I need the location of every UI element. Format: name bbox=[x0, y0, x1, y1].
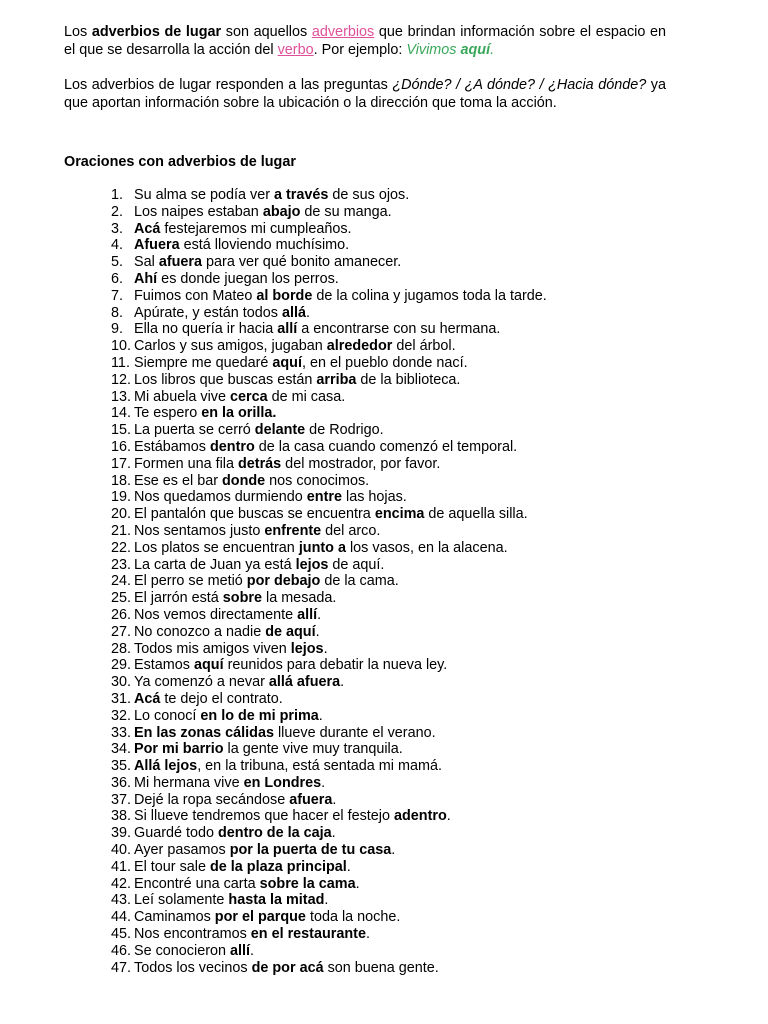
item-adverb: hasta la mitad bbox=[228, 892, 325, 909]
item-text bbox=[134, 775, 325, 792]
item-number: 34. bbox=[111, 741, 132, 758]
item-text-pre: Lo conocí bbox=[134, 707, 201, 724]
item-text-pre: Sal bbox=[134, 254, 159, 271]
item-adverb: encima bbox=[374, 506, 425, 523]
item-text-pre: Leí solamente bbox=[134, 892, 229, 909]
item-adverb: por la puerta de tu casa bbox=[229, 842, 392, 859]
item-number: 44. bbox=[111, 909, 132, 926]
item-text-post: de mi casa. bbox=[267, 388, 346, 405]
item-adverb: a través bbox=[274, 187, 329, 203]
item-adverb: dentro de la caja bbox=[218, 825, 332, 842]
item-adverb: junto a bbox=[298, 539, 346, 556]
item-text-post: de la colina y jugamos toda la tarde. bbox=[312, 287, 547, 304]
item-adverb: en lo de mi prima bbox=[200, 707, 319, 724]
item-number: 38. bbox=[111, 808, 132, 825]
intro-paragraph-1 bbox=[64, 24, 666, 59]
item-adverb: afuera bbox=[289, 791, 333, 808]
item-text bbox=[134, 674, 344, 691]
item-text-pre: Estamos bbox=[134, 657, 194, 674]
item-text bbox=[134, 557, 384, 574]
item-adverb: En las zonas cálidas bbox=[134, 724, 274, 741]
item-text-pre: Nos encontramos bbox=[134, 926, 251, 943]
item-text-post: son buena gente. bbox=[323, 959, 439, 976]
item-text bbox=[134, 657, 447, 674]
item-number: 16. bbox=[111, 438, 132, 455]
example-part: Vivimos bbox=[406, 41, 461, 58]
item-text-pre: Mi hermana vive bbox=[134, 774, 244, 791]
item-text-pre: Te espero bbox=[134, 405, 202, 422]
item-text-post: la gente vive muy tranquila. bbox=[223, 741, 403, 758]
item-text bbox=[134, 506, 528, 523]
item-number: 47. bbox=[111, 959, 132, 976]
item-number: 24. bbox=[111, 573, 132, 590]
item-adverb: Por mi barrio bbox=[134, 741, 224, 758]
item-text-pre: Nos quedamos durmiendo bbox=[134, 489, 307, 506]
item-adverb: cerca bbox=[230, 388, 268, 405]
item-text-pre: Encontré una carta bbox=[134, 875, 260, 892]
item-number: 7. bbox=[111, 287, 124, 304]
item-text bbox=[134, 439, 517, 456]
item-text-post: de aquí. bbox=[328, 556, 385, 573]
item-text-post: . bbox=[391, 842, 396, 859]
item-text-pre: Siempre me quedaré bbox=[134, 354, 273, 371]
item-text-pre: Los naipes estaban bbox=[134, 203, 263, 220]
item-text bbox=[134, 389, 345, 406]
item-adverb: Afuera bbox=[134, 237, 180, 254]
item-text bbox=[134, 909, 400, 926]
item-text-pre: Estábamos bbox=[134, 438, 210, 455]
item-text-post: de la casa cuando comenzó el temporal. bbox=[254, 438, 518, 455]
item-adverb: detrás bbox=[237, 455, 282, 472]
item-number: 46. bbox=[111, 942, 132, 959]
item-text-pre: Se conocieron bbox=[134, 942, 230, 959]
item-text-pre: Los platos se encuentran bbox=[134, 539, 299, 556]
item-text bbox=[134, 842, 395, 859]
intro-text: . Por ejemplo: bbox=[313, 41, 407, 58]
intro-paragraph-2 bbox=[64, 77, 666, 112]
item-text-post: . bbox=[355, 875, 360, 892]
item-adverb: Acá bbox=[134, 220, 161, 237]
item-number: 39. bbox=[111, 825, 132, 842]
document-page bbox=[64, 24, 666, 976]
item-text-post: a encontrarse con su hermana. bbox=[297, 321, 501, 338]
item-text-post: . bbox=[318, 707, 323, 724]
item-number: 13. bbox=[111, 388, 132, 405]
intro-text: ya que aportan información sobre la ubicación o la dirección que toma la acción. bbox=[64, 77, 666, 111]
item-text-post: . bbox=[321, 774, 326, 791]
item-text-post: , en la tribuna, está sentada mi mamá. bbox=[197, 758, 442, 775]
item-text bbox=[134, 892, 328, 909]
item-text bbox=[134, 305, 310, 322]
item-text-post: las hojas. bbox=[342, 489, 407, 506]
item-number: 45. bbox=[111, 926, 132, 943]
item-adverb: sobre bbox=[222, 590, 262, 607]
item-number: 8. bbox=[111, 304, 124, 321]
item-text-post: de sus ojos. bbox=[328, 187, 410, 203]
item-text bbox=[134, 859, 351, 876]
item-text-post: . bbox=[331, 825, 336, 842]
item-text-pre: El perro se metió bbox=[134, 573, 247, 590]
item-adverb: entre bbox=[306, 489, 342, 506]
item-number: 1. bbox=[111, 187, 124, 203]
item-text-pre: El jarrón está bbox=[134, 590, 223, 607]
item-text-pre: Nos sentamos justo bbox=[134, 522, 265, 539]
item-adverb: enfrente bbox=[264, 522, 322, 539]
intro-term: adverbios de lugar bbox=[91, 24, 222, 40]
item-text-pre: Si llueve tendremos que hacer el festejo bbox=[134, 808, 394, 825]
item-text bbox=[134, 943, 254, 960]
item-number: 19. bbox=[111, 489, 132, 506]
item-text bbox=[134, 960, 439, 977]
item-text-post: llueve durante el verano. bbox=[273, 724, 436, 741]
item-text-post: . bbox=[346, 858, 351, 875]
intro-text: que brindan información sobre el espacio en el que se desarrolla la acción del bbox=[64, 24, 666, 58]
item-number: 32. bbox=[111, 707, 132, 724]
item-text bbox=[134, 338, 456, 355]
item-adverb: de aquí bbox=[265, 623, 316, 640]
item-text bbox=[134, 237, 349, 254]
item-text bbox=[134, 758, 442, 775]
item-text bbox=[134, 321, 500, 338]
item-text-pre: Ella no quería ir hacia bbox=[134, 321, 278, 338]
item-number: 31. bbox=[111, 690, 132, 707]
item-adverb: allá bbox=[282, 304, 307, 321]
item-number: 4. bbox=[111, 237, 124, 254]
item-text-pre: Los libros que buscas están bbox=[134, 371, 317, 388]
item-adverb: allí bbox=[277, 321, 298, 338]
item-text-pre: Mi abuela vive bbox=[134, 388, 230, 405]
item-number: 10. bbox=[111, 338, 132, 355]
item-number: 6. bbox=[111, 270, 124, 287]
item-text bbox=[134, 221, 352, 238]
item-text-post: . bbox=[446, 808, 451, 825]
item-text bbox=[134, 708, 323, 725]
item-text-post: , en el pueblo donde nací. bbox=[301, 354, 468, 371]
item-text bbox=[134, 641, 328, 658]
item-text-pre: La puerta se cerró bbox=[134, 422, 255, 439]
item-text bbox=[134, 372, 460, 389]
item-text-post: de la biblioteca. bbox=[356, 371, 461, 388]
item-text-post: para ver qué bonito amanecer. bbox=[202, 254, 402, 271]
item-adverb: arriba bbox=[316, 371, 357, 388]
item-number: 12. bbox=[111, 371, 132, 388]
item-text bbox=[134, 187, 409, 204]
item-text-post: . bbox=[306, 304, 311, 321]
item-number: 26. bbox=[111, 606, 132, 623]
item-text bbox=[134, 540, 508, 557]
item-text-pre: Fuimos con Mateo bbox=[134, 287, 257, 304]
item-text bbox=[134, 254, 401, 271]
item-adverb: en la orilla. bbox=[201, 405, 277, 422]
item-text-pre: Todos los vecinos bbox=[134, 959, 252, 976]
item-number: 9. bbox=[111, 321, 124, 338]
item-number: 27. bbox=[111, 623, 132, 640]
item-text-post: nos conocimos. bbox=[265, 472, 370, 489]
item-text bbox=[134, 825, 336, 842]
intro-text: Los bbox=[64, 24, 92, 40]
item-text-pre: Nos vemos directamente bbox=[134, 606, 298, 623]
intro-text: son aquellos bbox=[221, 24, 312, 40]
item-number: 5. bbox=[111, 254, 124, 271]
item-adverb: Acá bbox=[134, 690, 161, 707]
item-adverb: aquí bbox=[193, 657, 224, 674]
item-number: 33. bbox=[111, 724, 132, 741]
item-text bbox=[134, 405, 276, 422]
item-adverb: allá afuera bbox=[268, 674, 341, 691]
item-text-post: reunidos para debatir la nueva ley. bbox=[223, 657, 448, 674]
item-text-post: te dejo el contrato. bbox=[160, 690, 283, 707]
item-text bbox=[134, 473, 369, 490]
item-adverb: sobre la cama bbox=[259, 875, 356, 892]
item-number: 42. bbox=[111, 875, 132, 892]
item-number: 25. bbox=[111, 590, 132, 607]
item-adverb: delante bbox=[254, 422, 306, 439]
item-text bbox=[134, 926, 370, 943]
item-number: 15. bbox=[111, 422, 132, 439]
item-number: 14. bbox=[111, 405, 132, 422]
item-number: 43. bbox=[111, 892, 132, 909]
item-text bbox=[134, 288, 547, 305]
item-text bbox=[134, 876, 360, 893]
item-text-pre: El tour sale bbox=[134, 858, 210, 875]
item-adverb: donde bbox=[222, 472, 266, 489]
item-adverb: allí bbox=[297, 606, 318, 623]
example-adverb: aquí bbox=[460, 41, 491, 58]
item-adverb: de por acá bbox=[251, 959, 324, 976]
item-adverb: Ahí bbox=[134, 270, 158, 287]
item-text-pre: Carlos y sus amigos, jugaban bbox=[134, 338, 327, 355]
item-text bbox=[134, 204, 392, 221]
item-text-pre: Apúrate, y están todos bbox=[134, 304, 282, 321]
item-text-post: del arco. bbox=[321, 522, 381, 539]
item-text-pre: Su alma se podía ver bbox=[134, 187, 274, 203]
item-adverb: aquí bbox=[272, 354, 302, 371]
item-text bbox=[134, 741, 403, 758]
item-text-post: la mesada. bbox=[262, 590, 337, 607]
item-text-pre: Formen una fila bbox=[134, 455, 238, 472]
item-text-pre: Caminamos bbox=[134, 909, 215, 926]
item-adverb: en el restaurante bbox=[250, 926, 366, 943]
item-text-pre: Dejé la ropa secándose bbox=[134, 791, 290, 808]
item-text-post: . bbox=[365, 926, 370, 943]
item-text-post: . bbox=[332, 791, 337, 808]
item-adverb: afuera bbox=[158, 254, 203, 271]
item-adverb: lejos bbox=[290, 640, 324, 657]
item-adverb: adentro bbox=[393, 808, 447, 825]
item-text-post: . bbox=[324, 892, 329, 909]
item-number: 11. bbox=[111, 354, 130, 371]
item-text-pre: El pantalón que buscas se encuentra bbox=[134, 506, 375, 523]
item-text bbox=[134, 792, 336, 809]
item-number: 18. bbox=[111, 472, 132, 489]
item-text bbox=[134, 523, 380, 540]
item-text-post: . bbox=[340, 674, 345, 691]
item-adverb: al borde bbox=[256, 287, 313, 304]
item-number: 36. bbox=[111, 774, 132, 791]
item-number: 30. bbox=[111, 674, 132, 691]
item-text-pre: Guardé todo bbox=[134, 825, 219, 842]
example-text bbox=[406, 42, 494, 58]
section-heading: Oraciones con adverbios de lugar bbox=[64, 154, 296, 170]
item-text-post: de su manga. bbox=[300, 203, 392, 220]
item-text-pre: Ese es el bar bbox=[134, 472, 222, 489]
item-text bbox=[134, 422, 384, 439]
verbo-link[interactable]: verbo bbox=[277, 41, 314, 58]
item-number: 20. bbox=[111, 506, 132, 523]
item-adverb: Allá lejos bbox=[134, 758, 198, 775]
example-part: . bbox=[490, 41, 495, 58]
item-text-post: está lloviendo muchísimo. bbox=[179, 237, 350, 254]
item-number: 35. bbox=[111, 758, 132, 775]
item-text-pre: Todos mis amigos viven bbox=[134, 640, 291, 657]
item-adverb: alrededor bbox=[326, 338, 393, 355]
item-number: 3. bbox=[111, 220, 124, 237]
item-text-post: . bbox=[317, 606, 322, 623]
item-text-pre: La carta de Juan ya está bbox=[134, 556, 296, 573]
adverbios-link[interactable]: adverbios bbox=[311, 24, 375, 40]
item-text-post: festejaremos mi cumpleaños. bbox=[160, 220, 352, 237]
item-text-post: del árbol. bbox=[392, 338, 456, 355]
item-text bbox=[134, 271, 339, 288]
item-text-pre: No conozco a nadie bbox=[134, 623, 266, 640]
item-number: 37. bbox=[111, 791, 132, 808]
intro-questions: ¿Dónde? / ¿A dónde? / ¿Hacia dónde? bbox=[392, 77, 647, 94]
item-text-post: los vasos, en la alacena. bbox=[345, 539, 508, 556]
item-number: 41. bbox=[111, 858, 132, 875]
item-text-post: de la cama. bbox=[320, 573, 399, 590]
item-number: 17. bbox=[111, 455, 132, 472]
item-text bbox=[134, 725, 436, 742]
item-text-post: de Rodrigo. bbox=[305, 422, 384, 439]
item-adverb: lejos bbox=[295, 556, 329, 573]
item-adverb: por debajo bbox=[246, 573, 321, 590]
item-adverb: por el parque bbox=[214, 909, 306, 926]
item-adverb: en Londres bbox=[243, 774, 322, 791]
item-adverb: abajo bbox=[262, 203, 301, 220]
item-text-pre: Ayer pasamos bbox=[134, 842, 230, 859]
item-number: 23. bbox=[111, 556, 132, 573]
item-text bbox=[134, 691, 283, 708]
item-text-post: . bbox=[315, 623, 320, 640]
item-text-post: . bbox=[250, 942, 254, 959]
item-text bbox=[134, 590, 336, 607]
item-text-post: . bbox=[323, 640, 328, 657]
item-text bbox=[134, 355, 468, 372]
item-adverb: de la plaza principal bbox=[210, 858, 347, 875]
item-adverb: allí bbox=[230, 942, 250, 959]
item-number: 29. bbox=[111, 657, 132, 674]
item-text bbox=[134, 808, 451, 825]
item-text-post: de aquella silla. bbox=[424, 506, 528, 523]
item-text bbox=[134, 456, 440, 473]
item-adverb: dentro bbox=[210, 438, 255, 455]
item-number: 21. bbox=[111, 522, 132, 539]
item-text-post: del mostrador, por favor. bbox=[281, 455, 441, 472]
item-number: 22. bbox=[111, 539, 132, 556]
item-text bbox=[134, 607, 321, 624]
item-text-post: toda la noche. bbox=[305, 909, 401, 926]
item-text bbox=[134, 624, 320, 641]
intro-text: Los adverbios de lugar responden a las preguntas bbox=[64, 77, 393, 94]
item-text-pre: Ya comenzó a nevar bbox=[134, 674, 269, 691]
item-number: 28. bbox=[111, 640, 132, 657]
item-text bbox=[134, 489, 407, 506]
item-text bbox=[134, 573, 399, 590]
item-number: 40. bbox=[111, 842, 132, 859]
item-text-post: es donde juegan los perros. bbox=[157, 270, 339, 287]
item-number: 2. bbox=[111, 203, 124, 220]
